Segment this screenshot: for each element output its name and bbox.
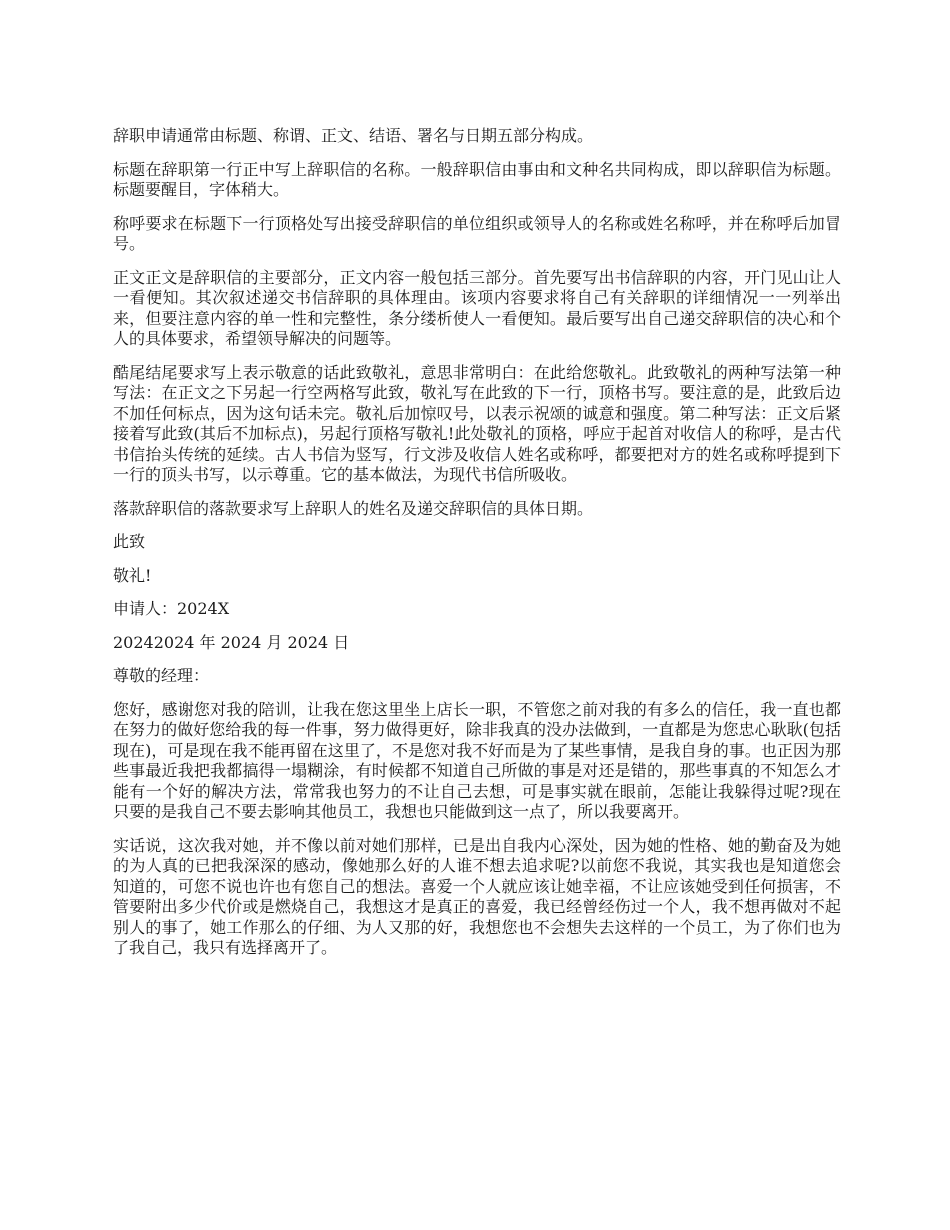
letter-salutation: 尊敬的经理：: [113, 666, 210, 685]
letter-paragraph-1: 您好，感谢您对我的陪训，让我在您这里坐上店长一职，不管您之前对我的有多么的信任，我一直也都在努力的做好您给我的每一件事，努力做得更好，除非我真的没办法做到，一直都是为您忠心耿耿(包括现在)，可是现在我不能再留在这里了，不是您对我不好而是为了某些事情，是我自身的事。也正因为那些事最近我把我都搞得一塌糊涂，有时候都不知道自己所做的事是对还是错的，那些事真的不知怎么才能有一个好的解决方法，常常我也努力的不让自己去想，可是事实就在眼前，怎能让我躲得过呢?现在只要的是我自己不要去影响其他员工，我想也只能做到这一点了，所以我要离开。: [113, 699, 841, 821]
paragraph-body-rule: 正文正文是辞职信的主要部分，正文内容一般包括三部分。首先要写出书信辞职的内容，开门见山让人一看便知。其次叙述递交书信辞职的具体理由。该项内容要求将自己有关辞职的详细情况一一列举出来，但要注意内容的单一性和完整性，条分缕析使人一看便知。最后要写出自己递交辞职信的决心和个人的具体要求，希望领导解决的问题等。: [113, 267, 841, 348]
paragraph-structure-intro: 辞职申请通常由标题、称谓、正文、结语、署名与日期五部分构成。: [113, 126, 594, 145]
document-body: [113, 126, 841, 972]
closing-jingli: 敬礼!: [113, 565, 152, 585]
letter-paragraph-2: 实话说，这次我对她，并不像以前对她们那样，已是出自我内心深处，因为她的性格、她的勤奋及为她的为人真的已把我深深的感动，像她那么好的人谁不想去追求呢?以前您不我说，其实我也是知道您会知道的，可您不说也许也有您自己的想法。喜爱一个人就应该让她幸福，不让应该她受到任何损害，不管要附出多少代价或是燃烧自己，我想这才是真正的喜爱，我已经曾经伤过一个人，我不想再做对不起别人的事了，她工作那么的仔细、为人又那的好，我想您也不会想失去这样的一个员工，为了你们也为了我自己，我只有选择离开了。: [113, 835, 841, 957]
paragraph-salutation-rule: 称呼要求在标题下一行顶格处写出接受辞职信的单位组织或领导人的名称或姓名称呼，并在称呼后加冒号。: [113, 213, 841, 253]
date-line: 20242024 年 2024 月 2024 日: [113, 632, 350, 652]
closing-cizhi: 此致: [113, 532, 146, 551]
paragraph-signature-rule: 落款辞职信的落款要求写上辞职人的姓名及递交辞职信的具体日期。: [113, 498, 594, 518]
paragraph-title-rule: 标题在辞职第一行正中写上辞职信的名称。一般辞职信由事由和文种名共同构成，即以辞职信为标题。标题要醒目，字体稍大。: [113, 159, 841, 199]
applicant-line: 申请人：2024X: [113, 599, 230, 618]
paragraph-closing-rule: 酷尾结尾要求写上表示敬意的话此致敬礼，意思非常明白：在此给您敬礼。此致敬礼的两种写法第一种写法：在正文之下另起一行空两格写此致，敬礼写在此致的下一行，顶格书写。要注意的是，此致后边不加任何标点，因为这句话未完。敬礼后加惊叹号，以表示祝颂的诚意和强度。第二种写法：正文后紧接着写此致(其后不加标点)，另起行顶格写敬礼!此处敬礼的顶格，呼应于起首对收信人的称呼，是古代书信抬头传统的延续。古人书信为竖写，行文涉及收信人姓名或称呼，都要把对方的姓名或称呼提到下一行的顶头书写，以示尊重。它的基本做法，为现代书信所吸收。: [113, 362, 841, 484]
